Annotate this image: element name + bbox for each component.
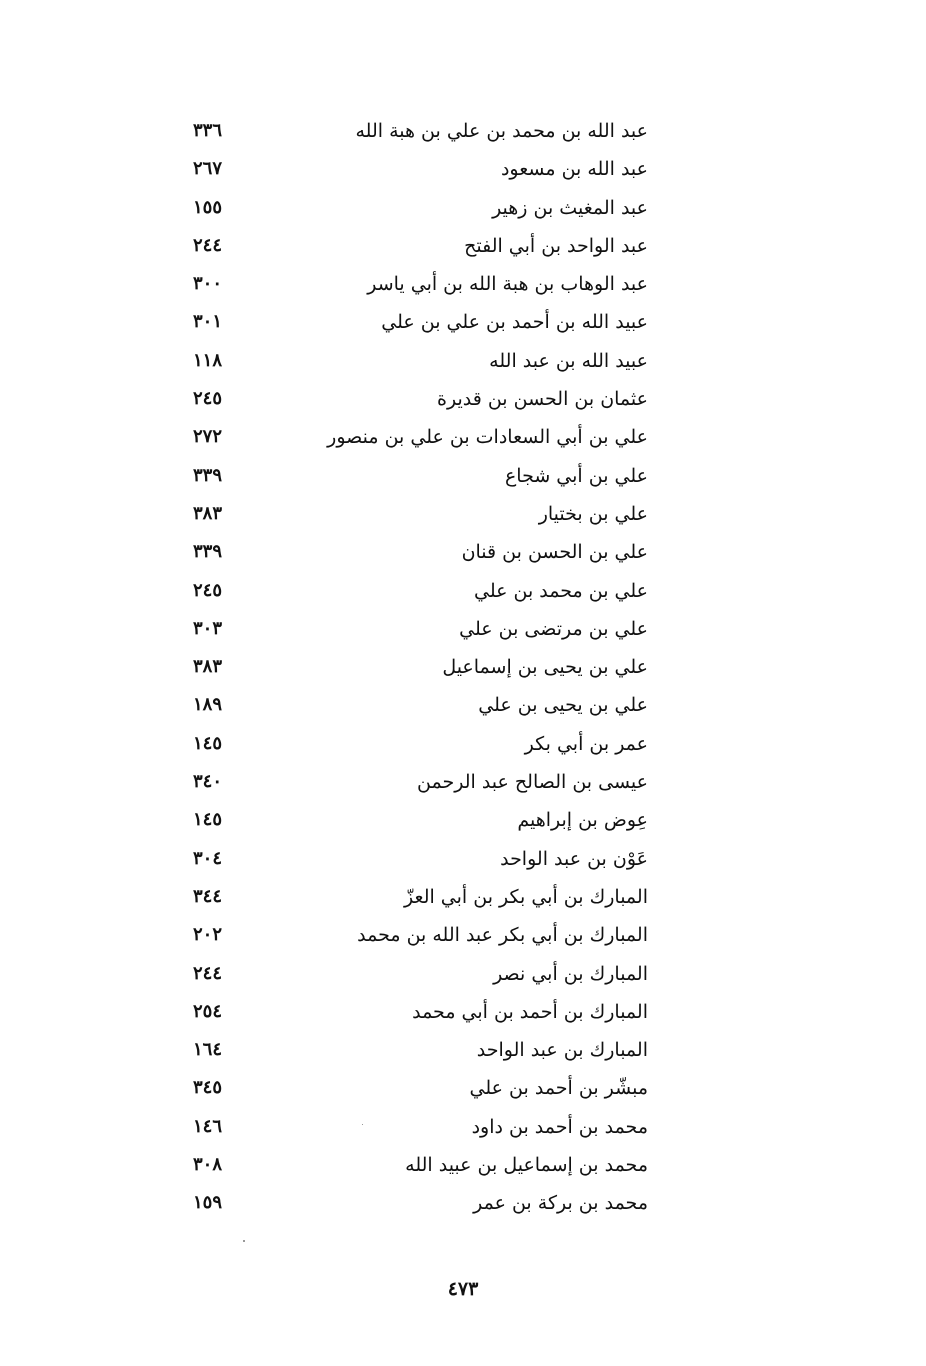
entry-name: عبيد الله بن عبد الله <box>489 349 648 372</box>
entry-page-number: ٢٥٤ <box>192 1000 222 1022</box>
page-number: ٤٧٣ <box>447 1278 479 1300</box>
entry-name: علي بن الحسن بن قنان <box>461 541 648 564</box>
index-entry <box>0 497 926 535</box>
index-entry <box>0 688 926 726</box>
entry-page-number: ٣٤٤ <box>192 885 222 907</box>
index-entry <box>0 995 926 1033</box>
index-entry <box>0 612 926 650</box>
entry-page-number: ١٨٩ <box>192 694 222 716</box>
entry-page-number: ١٥٥ <box>192 196 222 218</box>
entry-name: عَوْن بن عبد الواحد <box>500 847 648 870</box>
entry-name: محمد بن أحمد بن داود <box>471 1115 648 1138</box>
entry-name: عيسى بن الصالح عبد الرحمن <box>417 771 648 794</box>
index-entry <box>0 842 926 880</box>
index-entry <box>0 880 926 918</box>
entry-page-number: ١١٨ <box>192 349 222 371</box>
entry-page-number: ٢٤٥ <box>192 388 222 410</box>
index-entry <box>0 918 926 956</box>
entry-page-number: ٣٤٠ <box>192 771 222 793</box>
entry-name: المبارك بن عبد الواحد <box>476 1039 648 1062</box>
entry-name: محمد بن إسماعيل بن عبيد الله <box>405 1154 648 1177</box>
index-entry <box>0 152 926 190</box>
index-entry <box>0 1033 926 1071</box>
entry-page-number: ١٤٥ <box>192 809 222 831</box>
entry-name: علي بن مرتضى بن علي <box>459 617 648 640</box>
index-entry <box>0 574 926 612</box>
entry-page-number: ٣٣٦ <box>192 120 222 141</box>
entry-name: علي بن محمد بن علي <box>474 579 648 602</box>
entry-name: محمد بن بركة بن عمر <box>473 1192 648 1215</box>
entry-page-number: ٣٠٠ <box>192 273 222 295</box>
index-entry <box>0 114 926 152</box>
entry-name: علي بن يحيى بن إسماعيل <box>442 656 648 679</box>
entry-page-number: ٢٧٢ <box>192 426 222 448</box>
entry-name: المبارك بن أحمد بن أبي محمد <box>412 1000 648 1023</box>
index-list <box>0 114 926 1225</box>
entry-name: عِوض بن إبراهيم <box>517 809 648 832</box>
scan-speck <box>362 1124 363 1125</box>
entry-page-number: ٢٠٢ <box>192 924 222 946</box>
entry-page-number: ٣٣٩ <box>192 464 222 486</box>
entry-page-number: ٣٠١ <box>192 311 222 333</box>
entry-page-number: ٣٤٥ <box>192 1077 222 1099</box>
index-entry <box>0 420 926 458</box>
entry-name: علي بن يحيى بن علي <box>478 694 648 717</box>
index-entry <box>0 344 926 382</box>
entry-name: المبارك بن أبي نصر <box>493 962 648 985</box>
entry-name: مبشّر بن أحمد بن علي <box>469 1077 648 1100</box>
entry-name: عثمان بن الحسن بن قديرة <box>437 388 648 411</box>
index-entry <box>0 1110 926 1148</box>
index-entry <box>0 727 926 765</box>
entry-name: عبد الله بن مسعود <box>500 158 648 181</box>
index-entry <box>0 1071 926 1109</box>
index-entry <box>0 305 926 343</box>
entry-page-number: ٢٤٤ <box>192 234 222 256</box>
entry-page-number: ٣٨٣ <box>192 656 222 678</box>
entry-page-number: ٣٠٤ <box>192 847 222 869</box>
entry-page-number: ٣٨٣ <box>192 502 222 524</box>
index-entry <box>0 191 926 229</box>
entry-name: عبيد الله بن أحمد بن علي بن علي <box>381 311 648 334</box>
entry-page-number: ٣٣٩ <box>192 541 222 563</box>
entry-page-number: ١٥٩ <box>192 1192 222 1214</box>
entry-page-number: ٢٦٧ <box>192 158 222 180</box>
entry-name: عبد المغيث بن زهير <box>492 196 648 219</box>
entry-page-number: ٢٤٤ <box>192 962 222 984</box>
index-entry <box>0 765 926 803</box>
entry-name: عبد الواحد بن أبي الفتح <box>464 234 648 257</box>
entry-name: عمر بن أبي بكر <box>524 732 648 755</box>
entry-page-number: ١٤٦ <box>192 1115 222 1137</box>
index-entry <box>0 650 926 688</box>
entry-name: علي بن أبي شجاع <box>504 464 648 487</box>
index-entry <box>0 382 926 420</box>
entry-page-number: ١٤٥ <box>192 732 222 754</box>
entry-name: عبد الوهاب بن هبة الله بن أبي ياسر <box>367 273 648 296</box>
index-entry <box>0 459 926 497</box>
entry-name: علي بن أبي السعادات بن علي بن منصور <box>327 426 648 449</box>
entry-page-number: ٣٠٣ <box>192 617 222 639</box>
index-entry <box>0 1148 926 1186</box>
scan-speck <box>243 1240 245 1242</box>
entry-page-number: ٢٤٥ <box>192 579 222 601</box>
entry-name: المبارك بن أبي بكر بن أبي العزّ <box>404 885 648 908</box>
entry-name: علي بن بختيار <box>538 502 648 525</box>
entry-name: عبد الله بن محمد بن علي بن هبة الله <box>355 120 648 142</box>
index-entry <box>0 803 926 841</box>
index-entry <box>0 1186 926 1224</box>
entry-page-number: ٣٠٨ <box>192 1154 222 1176</box>
entry-name: المبارك بن أبي بكر عبد الله بن محمد <box>357 924 648 947</box>
index-entry <box>0 267 926 305</box>
entry-page-number: ١٦٤ <box>192 1039 222 1061</box>
index-entry <box>0 229 926 267</box>
index-entry <box>0 957 926 995</box>
index-entry <box>0 535 926 573</box>
